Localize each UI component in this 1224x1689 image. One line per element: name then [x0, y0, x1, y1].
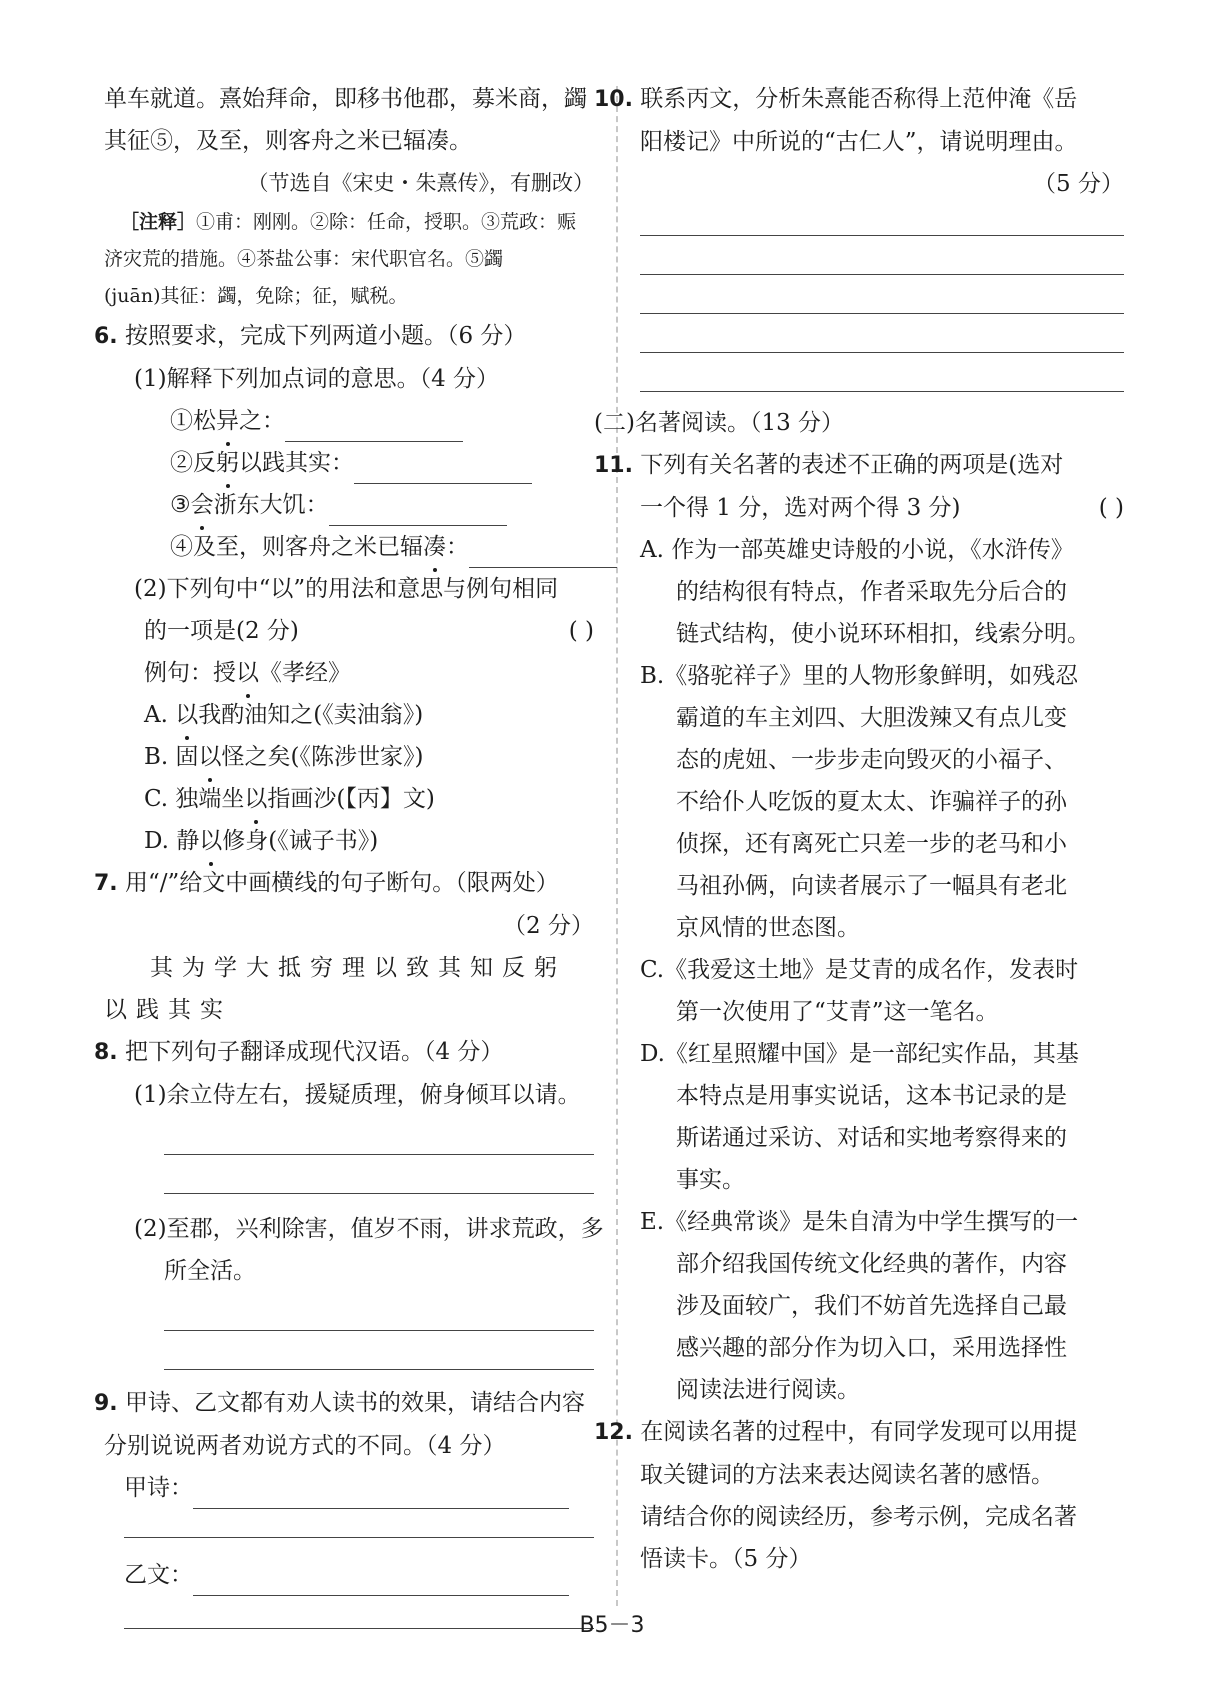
option-line: 涉及面较广，我们不妨首先选择自己最 — [676, 1293, 1067, 1319]
q12-line: 取关键词的方法来表达阅读名著的感悟。 — [640, 1462, 1054, 1488]
q6-item-a — [104, 400, 594, 442]
notes-text: ①甫：刚刚。②除：任命，授职。③荒政：赈 — [196, 211, 577, 233]
option-line: 态的虎妞、一步步走向毁灭的小福子、 — [676, 747, 1067, 773]
option-line: 阅读法进行阅读。 — [676, 1377, 860, 1403]
page-number: B5－3 — [579, 1613, 645, 1638]
answer-line[interactable] — [164, 1193, 594, 1194]
section-2-heading: (二)名著阅读。（13 分） — [594, 410, 845, 436]
option-line: D.《红星照耀中国》是一部纪实作品，其基 — [640, 1041, 1079, 1067]
item-text: 甲诗： — [124, 1475, 193, 1501]
option-line: 事实。 — [676, 1167, 745, 1193]
answer-line[interactable] — [164, 1369, 594, 1370]
q12-line: 请结合你的阅读经历，参考示例，完成名著 — [640, 1504, 1077, 1530]
q12-line: 悟读卡。（5 分） — [640, 1546, 812, 1572]
notes-line — [104, 204, 594, 241]
option-line: 本特点是用事实说话，这本书记录的是 — [676, 1083, 1067, 1109]
question-number: 8. — [94, 1040, 118, 1065]
q9-yi — [104, 1554, 594, 1596]
option-line: 链式结构，使小说环环相扣，线索分明。 — [676, 621, 1090, 647]
item-text: 怪之矣(《陈涉世家》) — [221, 744, 424, 770]
option-line: 京风情的世态图。 — [676, 915, 860, 941]
q6-example — [104, 652, 594, 694]
q6-option-d[interactable] — [104, 820, 594, 862]
question-7 — [94, 862, 594, 905]
item-text: 以践其实： — [239, 450, 354, 476]
item-text: 浙东大饥： — [213, 492, 329, 518]
question-number: 11. — [594, 453, 633, 478]
item-text: 一个得 1 分，选对两个得 3 分) — [640, 495, 961, 521]
question-12 — [594, 1411, 1124, 1454]
q7-score: （2 分） — [503, 913, 594, 939]
q6-option-c[interactable] — [104, 778, 594, 820]
q11-option-b[interactable] — [640, 655, 1124, 949]
item-text: ④及至，则客舟之米已辐 — [170, 534, 423, 560]
left-column — [94, 78, 604, 1629]
dotted-word: 会 — [191, 484, 214, 526]
item-text: 指画沙(【丙】文) — [267, 786, 435, 812]
dotted-word: 躬 — [216, 442, 239, 484]
option-line: 侦探，还有离死亡只差一步的老马和小 — [676, 831, 1067, 857]
item-text: 修身(《诫子书》) — [222, 828, 379, 854]
question-8 — [94, 1031, 594, 1074]
item-text: ③ — [170, 492, 191, 518]
item-text: 例句：授 — [144, 660, 236, 686]
passage-line: 其征⑤，及至，则客舟之米已辐凑。 — [104, 128, 472, 154]
item-text: 的一项是(2 分) — [144, 618, 299, 644]
question-text: 联系丙文，分析朱熹能否称得上范仲淹《岳 — [640, 86, 1078, 112]
question-11 — [594, 444, 1124, 487]
option-line: E.《经典常谈》是朱自清为中学生撰写的一 — [640, 1209, 1079, 1235]
q6-sub2: (2)下列句中“以”的用法和意思与例句相同 — [134, 576, 559, 602]
item-text: B. 固 — [144, 744, 199, 770]
item-text: ①松 — [170, 408, 216, 434]
answer-line[interactable] — [640, 352, 1124, 353]
q11-option-e[interactable] — [640, 1201, 1124, 1411]
answer-line[interactable] — [640, 313, 1124, 314]
dotted-word: 以 — [199, 736, 222, 778]
option-line: 马祖孙俩，向读者展示了一幅具有老北 — [676, 873, 1067, 899]
item-text: 乙文： — [124, 1562, 193, 1588]
q7-sentence: 以践其实 — [104, 997, 232, 1023]
dotted-word: 以 — [175, 694, 198, 736]
question-10 — [594, 78, 1124, 121]
question-number: 6. — [94, 324, 118, 349]
question-9 — [94, 1382, 594, 1425]
option-line: 霸道的车主刘四、大胆泼辣又有点儿变 — [676, 705, 1067, 731]
answer-blank[interactable] — [329, 499, 507, 526]
item-text: 我酌油知之(《卖油翁》) — [198, 702, 424, 728]
option-line: 的结构很有特点，作者采取先分后合的 — [676, 579, 1067, 605]
q10-line2: 阳楼记》中所说的“古仁人”，请说明理由。 — [640, 129, 1078, 155]
option-line: 部介绍我国传统文化经典的著作，内容 — [676, 1251, 1067, 1277]
answer-line[interactable] — [640, 274, 1124, 275]
q11-line2 — [640, 487, 1124, 529]
question-text: 用“/”给文中画横线的句子断句。（限两处） — [124, 870, 559, 896]
answer-blank[interactable] — [193, 1482, 569, 1509]
question-number: 9. — [94, 1391, 118, 1416]
answer-line[interactable] — [164, 1154, 594, 1155]
answer-line[interactable] — [124, 1537, 594, 1538]
q7-sentence: 其为学大抵穷理以致其知反躬 — [150, 955, 566, 981]
option-line: B.《骆驼祥子》里的人物形象鲜明，如残忍 — [640, 663, 1079, 689]
option-line: C.《我爱这土地》是艾青的成名作，发表时 — [640, 957, 1079, 983]
dotted-word: 以 — [236, 652, 259, 694]
q11-option-d[interactable] — [640, 1033, 1124, 1201]
item-text: ： — [446, 534, 469, 560]
q9-line2: 分别说说两者劝说方式的不同。（4 分） — [104, 1433, 506, 1459]
question-text: 在阅读名著的过程中，有同学发现可以用提 — [640, 1419, 1078, 1445]
notes-label: ［注释］ — [120, 211, 197, 233]
passage-line: 单车就道。熹始拜命，即移书他郡，募米商，蠲 — [104, 86, 587, 112]
dotted-word: 以 — [199, 820, 222, 862]
passage-source: （节选自《宋史・朱熹传》，有删改） — [247, 171, 594, 195]
q6-item-c — [104, 484, 594, 526]
dotted-word: 凑 — [423, 526, 446, 568]
notes-line: (juān)其征：蠲，免除；征，赋税。 — [104, 285, 408, 307]
q6-item-d — [104, 526, 594, 568]
item-text: A. — [144, 702, 176, 728]
answer-blank[interactable] — [354, 457, 532, 484]
answer-blank[interactable] — [285, 415, 463, 442]
item-text: 之： — [239, 408, 285, 434]
option-line: 不给仆人吃饭的夏太太、诈骗祥子的孙 — [676, 789, 1067, 815]
q6-option-a[interactable] — [104, 694, 594, 736]
answer-line[interactable] — [164, 1330, 594, 1331]
answer-paren[interactable]: ( ) — [568, 618, 594, 644]
q8-sub2-line2: 所全活。 — [164, 1258, 256, 1284]
option-line: A. 作为一部英雄史诗般的小说，《水浒传》 — [640, 537, 1074, 563]
q11-option-a[interactable] — [640, 529, 1124, 655]
question-number: 10. — [594, 87, 633, 112]
question-text: 甲诗、乙文都有劝人读书的效果，请结合内容 — [124, 1390, 585, 1416]
q6-sub1: (1)解释下列加点词的意思。（4 分） — [134, 366, 500, 392]
q10-score: （5 分） — [1033, 171, 1124, 197]
question-number: 7. — [94, 871, 118, 896]
answer-blank[interactable] — [193, 1569, 569, 1596]
q6-item-b — [104, 442, 594, 484]
answer-line[interactable] — [640, 235, 1124, 236]
q6-sub2-line2 — [104, 610, 594, 652]
q9-jia — [104, 1467, 594, 1509]
answer-paren[interactable]: ( ) — [1098, 495, 1124, 521]
question-number: 12. — [594, 1420, 633, 1445]
item-text: ②反 — [170, 450, 216, 476]
q11-option-c[interactable] — [640, 949, 1124, 1033]
item-text: D. 静 — [144, 828, 200, 854]
column-divider — [616, 86, 618, 1606]
q6-option-b[interactable] — [104, 736, 594, 778]
question-text: 下列有关名著的表述不正确的两项是(选对 — [640, 452, 1064, 478]
option-line: 斯诺通过采访、对话和实地考察得来的 — [676, 1125, 1067, 1151]
answer-line[interactable] — [640, 391, 1124, 392]
question-text: 按照要求，完成下列两道小题。（6 分） — [124, 323, 527, 349]
notes-line: 济灾荒的措施。④茶盐公事：宋代职官名。⑤蠲 — [104, 248, 504, 270]
answer-blank[interactable] — [469, 541, 617, 568]
dotted-word: 异 — [216, 400, 239, 442]
item-text: C. 独端坐 — [144, 786, 245, 812]
q8-sub1: (1)余立侍左右，援疑质理，俯身倾耳以请。 — [134, 1082, 581, 1108]
option-line: 感兴趣的部分作为切入口，采用选择性 — [676, 1335, 1067, 1361]
q8-sub2: (2)至郡，兴利除害，值岁不雨，讲求荒政，多 — [134, 1216, 604, 1242]
option-line: 第一次使用了“艾青”这一笔名。 — [676, 999, 999, 1025]
right-column — [594, 78, 1124, 1580]
item-text: 《孝经》 — [259, 660, 351, 686]
question-6 — [94, 315, 594, 358]
dotted-word: 以 — [244, 778, 267, 820]
question-text: 把下列句子翻译成现代汉语。（4 分） — [124, 1039, 504, 1065]
